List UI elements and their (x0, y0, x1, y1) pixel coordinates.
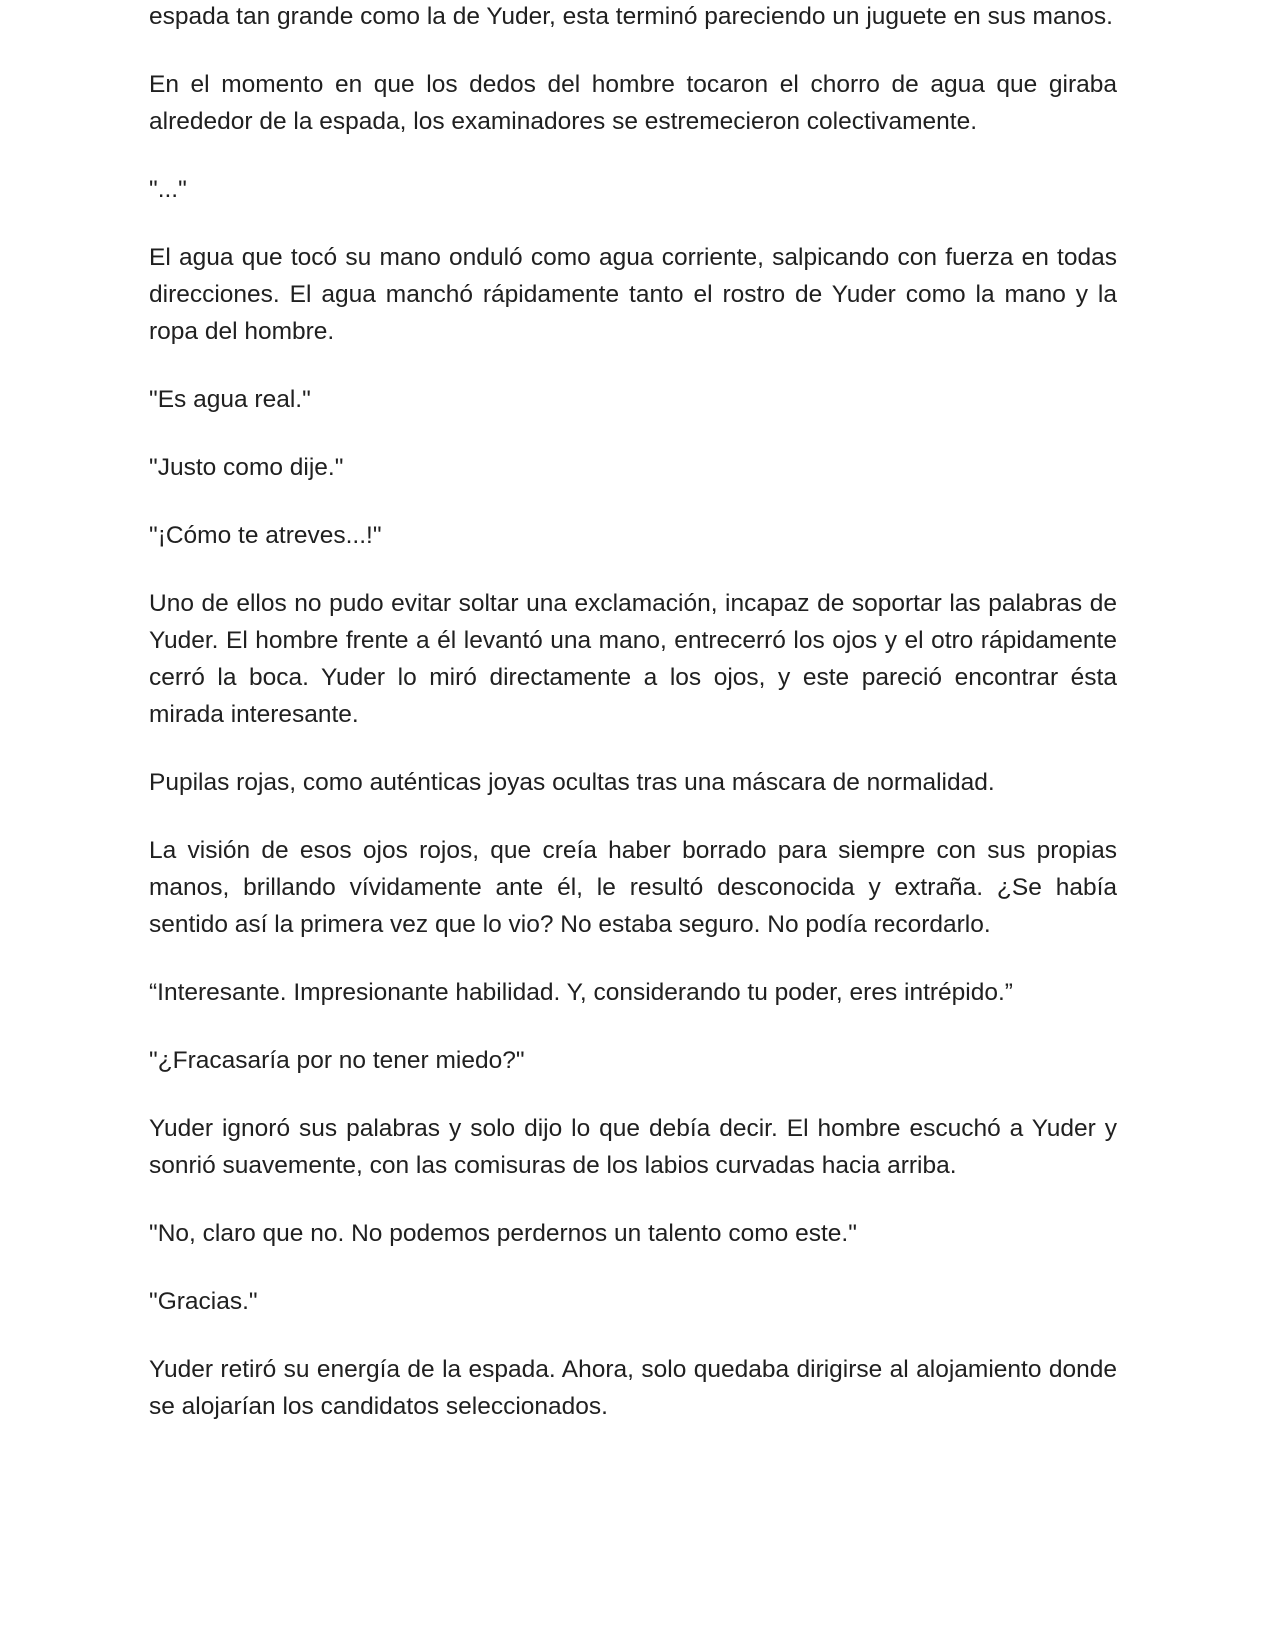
paragraph-15: "Gracias." (149, 1288, 258, 1315)
document-page (149, 0, 1117, 1456)
paragraph-12: "¿Fracasaría por no tener miedo?" (149, 1047, 525, 1074)
paragraph-6: "Justo como dije." (149, 454, 344, 481)
paragraph-8: Uno de ellos no pudo evitar soltar una exclamación, incapaz de soportar las palabras de Yuder. El hombre frente a él levantó una mano, entrecerró los ojos y el otro rápidamente cerró la boca. Yuder lo miró directamente a los ojos, y este pareció encontrar ésta mirada interesante. (149, 590, 1117, 728)
paragraph-14: "No, claro que no. No podemos perdernos un talento como este." (149, 1220, 857, 1247)
paragraph-13: Yuder ignoró sus palabras y solo dijo lo que debía decir. El hombre escuchó a Yuder y sonrió suavemente, con las comisuras de los labios curvadas hacia arriba. (149, 1115, 1117, 1179)
paragraph-16: Yuder retiró su energía de la espada. Ahora, solo quedaba dirigirse al alojamiento donde se alojarían los candidatos seleccionados. (149, 1356, 1117, 1420)
paragraph-2: En el momento en que los dedos del hombre tocaron el chorro de agua que giraba alrededor de la espada, los examinadores se estremecieron colectivamente. (149, 71, 1117, 135)
paragraph-7: "¡Cómo te atreves...!" (149, 522, 382, 549)
paragraph-10: La visión de esos ojos rojos, que creía haber borrado para siempre con sus propias manos, brillando vívidamente ante él, le resultó desconocida y extraña. ¿Se había sentido así la primera vez que lo vio? No estaba seguro. No podía recordarlo. (149, 837, 1117, 938)
paragraph-4: El agua que tocó su mano onduló como agua corriente, salpicando con fuerza en todas direcciones. El agua manchó rápidamente tanto el rostro de Yuder como la mano y la ropa del hombre. (149, 244, 1117, 345)
paragraph-5: "Es agua real." (149, 386, 311, 413)
paragraph-9: Pupilas rojas, como auténticas joyas ocultas tras una máscara de normalidad. (149, 769, 995, 796)
paragraph-3: "..." (149, 176, 187, 203)
paragraph-11: “Interesante. Impresionante habilidad. Y, considerando tu poder, eres intrépido.” (149, 979, 1013, 1006)
paragraph-1: espada tan grande como la de Yuder, esta terminó pareciendo un juguete en sus manos. (149, 3, 1113, 30)
